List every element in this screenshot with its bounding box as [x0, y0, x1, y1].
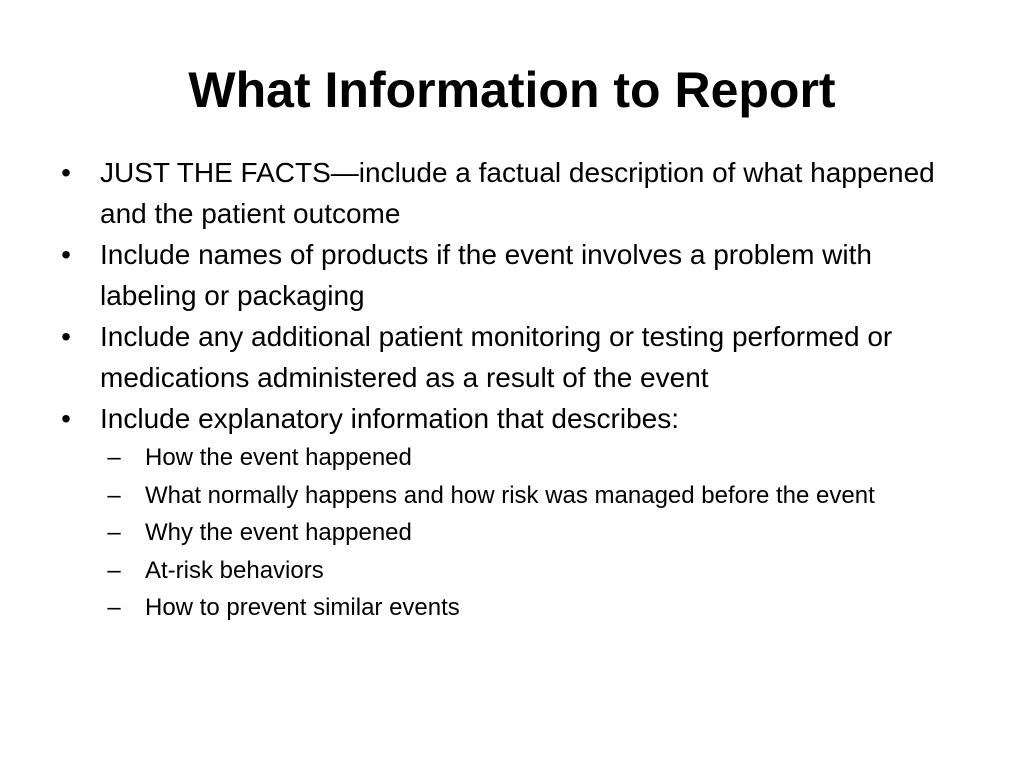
dash-icon: – — [107, 444, 121, 471]
bullet-dot-icon: • — [61, 239, 71, 270]
sub-bullet-item — [100, 552, 956, 590]
dash-icon: – — [107, 556, 121, 584]
sub-bullet-text: At-risk behaviors — [145, 556, 324, 584]
bullet-text: Include names of products if the event involves a problem with labeling or packaging — [100, 239, 872, 311]
sub-bullet-item — [100, 439, 956, 477]
bullet-item — [56, 234, 956, 316]
dash-icon: – — [107, 519, 121, 546]
slide-title: What Information to Report — [188, 62, 836, 118]
sub-bullet-text: How to prevent similar events — [145, 594, 460, 621]
dash-icon: – — [107, 481, 121, 509]
sub-bullet-item — [100, 589, 956, 627]
bullet-dot-icon: • — [61, 403, 71, 434]
sub-bullet-text: How the event happened — [145, 444, 412, 471]
sub-bullet-item — [100, 514, 956, 552]
bullet-item — [56, 152, 956, 234]
sub-bullet-text: Why the event happened — [145, 519, 412, 546]
sub-bullet-item — [100, 477, 956, 515]
dash-icon: – — [107, 594, 121, 621]
bullet-text: Include any additional patient monitoring or testing performed or medications administered as a result of the event — [100, 321, 893, 393]
bullet-item — [56, 398, 956, 627]
bullet-dot-icon: • — [61, 321, 71, 352]
bullet-list — [56, 152, 956, 627]
sub-bullet-text: What normally happens and how risk was managed before the event — [145, 481, 875, 509]
bullet-text: Include explanatory information that describes: — [100, 403, 679, 434]
bullet-item — [56, 316, 956, 398]
bullet-dot-icon: • — [61, 157, 71, 188]
sub-bullet-list — [100, 439, 956, 627]
bullet-text: JUST THE FACTS—include a factual description of what happened and the patient outcome — [100, 157, 935, 229]
